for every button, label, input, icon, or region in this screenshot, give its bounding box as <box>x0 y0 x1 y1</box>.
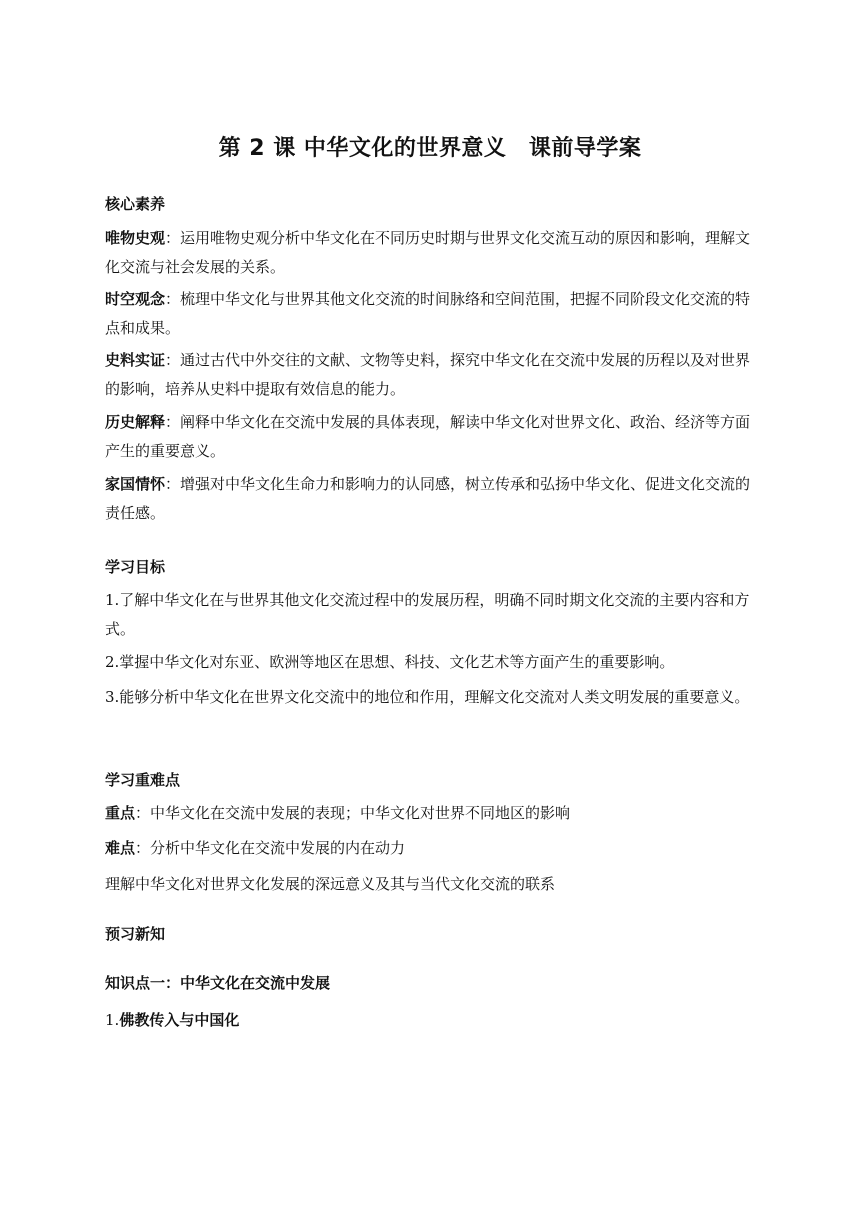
knowledge-point-1: 知识点一：中华文化在交流中发展 <box>105 974 331 992</box>
keys-heading: 学习重难点 <box>105 771 181 789</box>
goal-item-3: 3.能够分析中华文化在世界文化交流中的地位和作用，理解文化交流对人类文明发展的重要意义。 <box>105 688 750 706</box>
core-item-4: 历史解释：阐释中华文化在交流中发展的具体表现，解读中华文化对世界文化、政治、经济等方面产生的重要意义。 <box>105 413 751 460</box>
difficult-point: 难点：分析中华文化在交流中发展的内在动力 <box>105 839 406 857</box>
key-point-text: 中华文化在交流中发展的表现；中华文化对世界不同地区的影响 <box>150 804 571 822</box>
page-title: 第 2 课 中华文化的世界意义 课前导学案 <box>218 136 642 161</box>
core-item-5-text: 增强对中华文化生命力和影响力的认同感，树立传承和弘扬中华文化、促进文化交流的责任感。 <box>105 475 751 522</box>
core-item-3-text: 通过古代中外交往的文献、文物等史料，探究中华文化在交流中发展的历程以及对世界的影响，培养从史料中提取有效信息的能力。 <box>105 351 751 398</box>
core-item-2-label: 时空观念 <box>105 290 166 308</box>
core-item-2: 时空观念：梳理中华文化与世界其他文化交流的时间脉络和空间范围，把握不同阶段文化交流的特点和成果。 <box>105 290 751 337</box>
core-item-1-text: 运用唯物史观分析中华文化在不同历史时期与世界文化交流互动的原因和影响，理解文化交流与社会发展的关系。 <box>105 229 751 276</box>
subsection-1 <box>105 1009 239 1030</box>
difficult-point-label: 难点 <box>105 839 136 857</box>
key-point: 重点：中华文化在交流中发展的表现；中华文化对世界不同地区的影响 <box>105 804 571 822</box>
core-item-2-text: 梳理中华文化与世界其他文化交流的时间脉络和空间范围，把握不同阶段文化交流的特点和成果。 <box>105 290 751 337</box>
goals-heading: 学习目标 <box>105 558 166 576</box>
subsection-1-title: 佛教传入与中国化 <box>119 1011 240 1029</box>
goal-item-2: 2.掌握中华文化对东亚、欧洲等地区在思想、科技、文化艺术等方面产生的重要影响。 <box>105 653 675 671</box>
core-item-5-label: 家国情怀 <box>105 475 166 493</box>
core-item-5: 家国情怀：增强对中华文化生命力和影响力的认同感，树立传承和弘扬中华文化、促进文化交流的责任感。 <box>105 475 751 522</box>
subsection-1-number: 1. <box>105 1011 120 1029</box>
core-item-1-label: 唯物史观 <box>105 229 166 247</box>
keys-extra: 理解中华文化对世界文化发展的深远意义及其与当代文化交流的联系 <box>105 875 556 893</box>
key-point-label: 重点 <box>105 804 136 822</box>
core-item-4-label: 历史解释 <box>105 413 166 431</box>
core-item-3: 史料实证：通过古代中外交往的文献、文物等史料，探究中华文化在交流中发展的历程以及对世界的影响，培养从史料中提取有效信息的能力。 <box>105 351 751 398</box>
core-item-4-text: 阐释中华文化在交流中发展的具体表现，解读中华文化对世界文化、政治、经济等方面产生的重要意义。 <box>105 413 751 460</box>
core-item-1: 唯物史观：运用唯物史观分析中华文化在不同历史时期与世界文化交流互动的原因和影响，理解文化交流与社会发展的关系。 <box>105 229 751 276</box>
core-heading: 核心素养 <box>105 195 166 213</box>
preview-heading: 预习新知 <box>105 925 166 943</box>
core-item-3-label: 史料实证 <box>105 351 166 369</box>
difficult-point-text: 分析中华文化在交流中发展的内在动力 <box>150 839 406 857</box>
goal-item-1: 1.了解中华文化在与世界其他文化交流过程中的发展历程，明确不同时期文化交流的主要内容和方式。 <box>105 591 750 638</box>
